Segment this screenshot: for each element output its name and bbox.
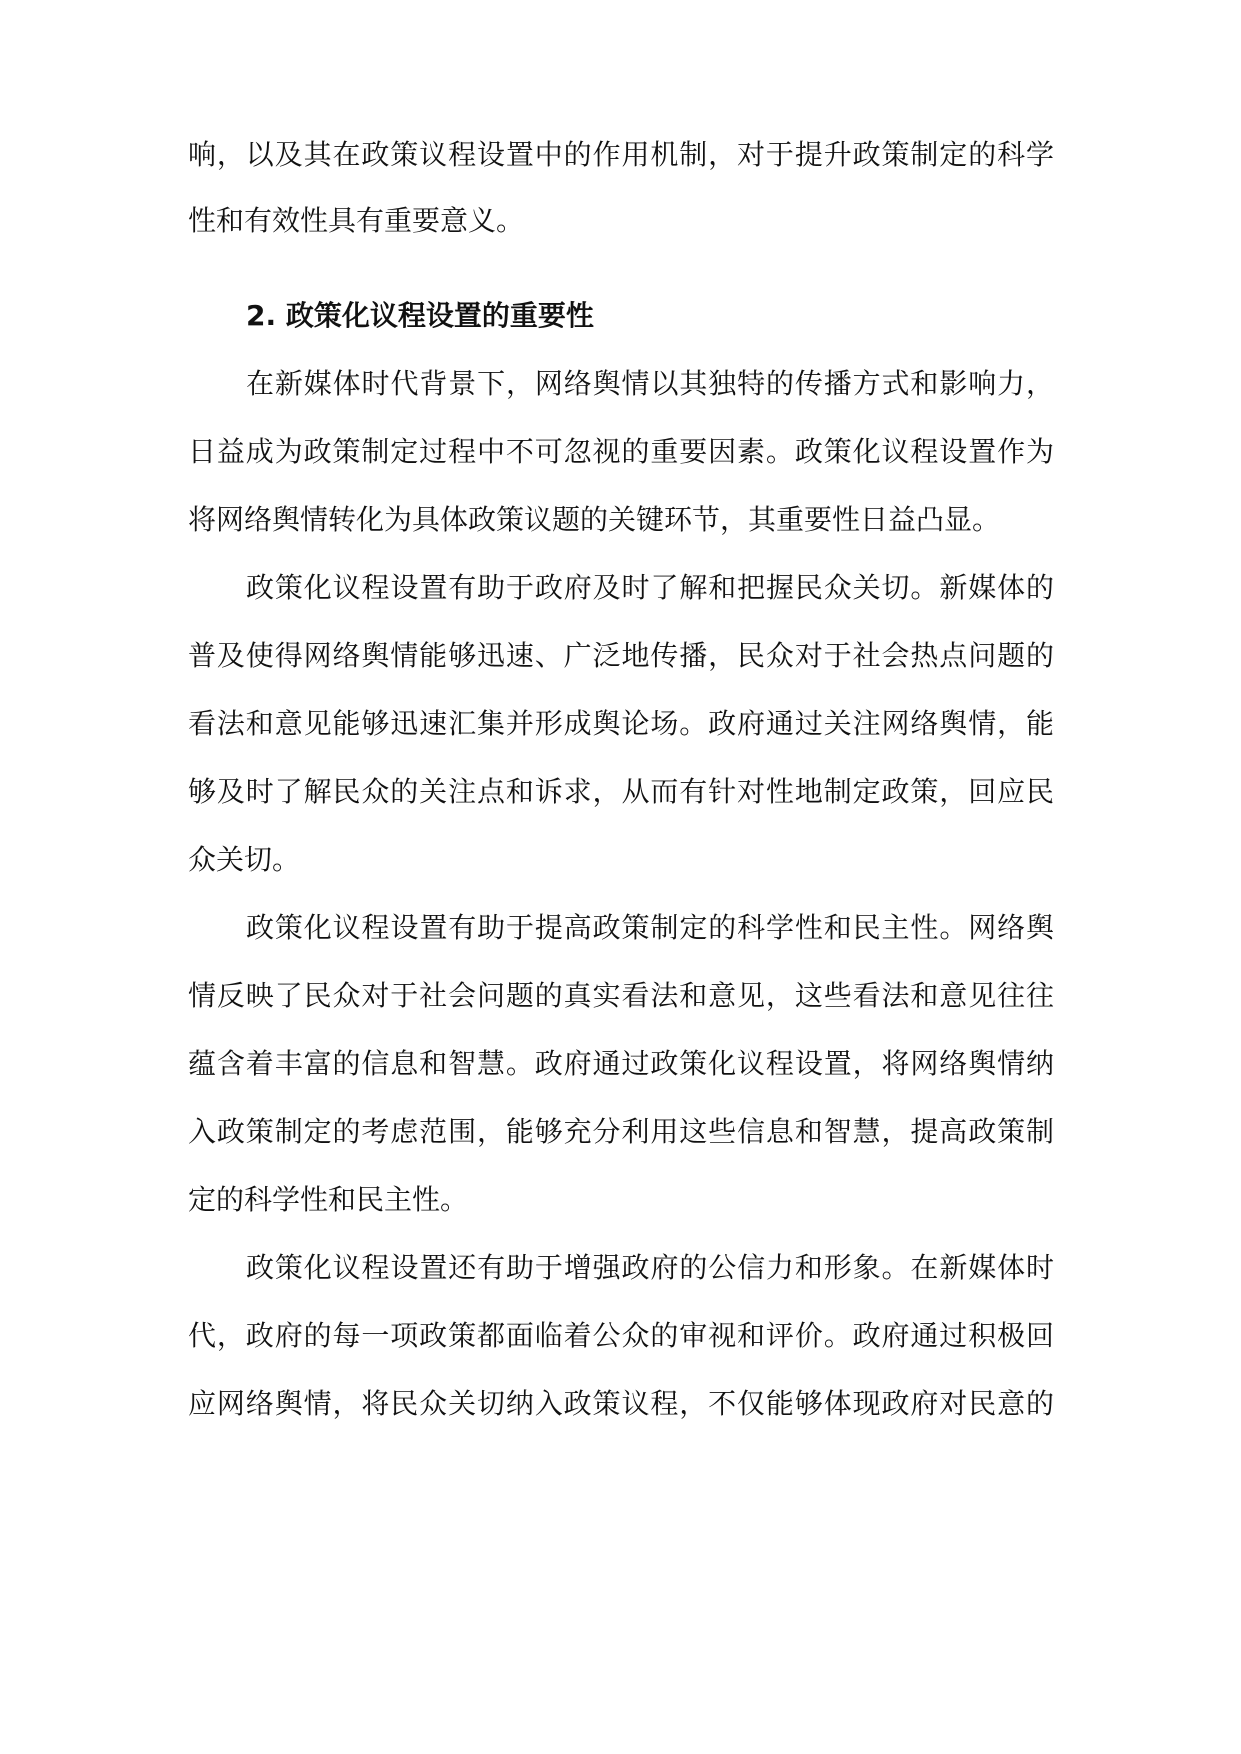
paragraph-line: 够及时了解民众的关注点和诉求，从而有针对性地制定政策，回应民 (188, 775, 1054, 808)
paragraph-line: 情反映了民众对于社会问题的真实看法和意见，这些看法和意见往往 (188, 979, 1054, 1012)
paragraph-line: 普及使得网络舆情能够迅速、广泛地传播，民众对于社会热点问题的 (188, 639, 1054, 672)
paragraph-line: 代，政府的每一项政策都面临着公众的审视和评价。政府通过积极回 (188, 1319, 1054, 1352)
paragraph-line: 入政策制定的考虑范围，能够充分利用这些信息和智慧，提高政策制 (188, 1115, 1054, 1148)
paragraph-line: 响，以及其在政策议程设置中的作用机制，对于提升政策制定的科学 (188, 138, 1054, 171)
paragraph-line: 蕴含着丰富的信息和智慧。政府通过政策化议程设置，将网络舆情纳 (188, 1047, 1054, 1080)
paragraph-line: 将网络舆情转化为具体政策议题的关键环节，其重要性日益凸显。 (188, 503, 1001, 536)
paragraph-line: 政策化议程设置有助于提高政策制定的科学性和民主性。网络舆 (246, 911, 1054, 944)
paragraph-line: 性和有效性具有重要意义。 (188, 204, 525, 237)
paragraph-line: 定的科学性和民主性。 (188, 1183, 469, 1216)
paragraph-line: 日益成为政策制定过程中不可忽视的重要因素。政策化议程设置作为 (188, 435, 1054, 468)
paragraph-line: 应网络舆情，将民众关切纳入政策议程，不仅能够体现政府对民意的 (188, 1387, 1054, 1420)
paragraph-line: 政策化议程设置还有助于增强政府的公信力和形象。在新媒体时 (246, 1251, 1054, 1284)
paragraph-line: 政策化议程设置有助于政府及时了解和把握民众关切。新媒体的 (246, 571, 1054, 604)
paragraph-line: 看法和意见能够迅速汇集并形成舆论场。政府通过关注网络舆情，能 (188, 707, 1054, 740)
section-heading: 2. 政策化议程设置的重要性 (246, 299, 594, 332)
paragraph-line: 在新媒体时代背景下，网络舆情以其独特的传播方式和影响力， (246, 367, 1054, 400)
paragraph-line: 众关切。 (188, 843, 301, 876)
